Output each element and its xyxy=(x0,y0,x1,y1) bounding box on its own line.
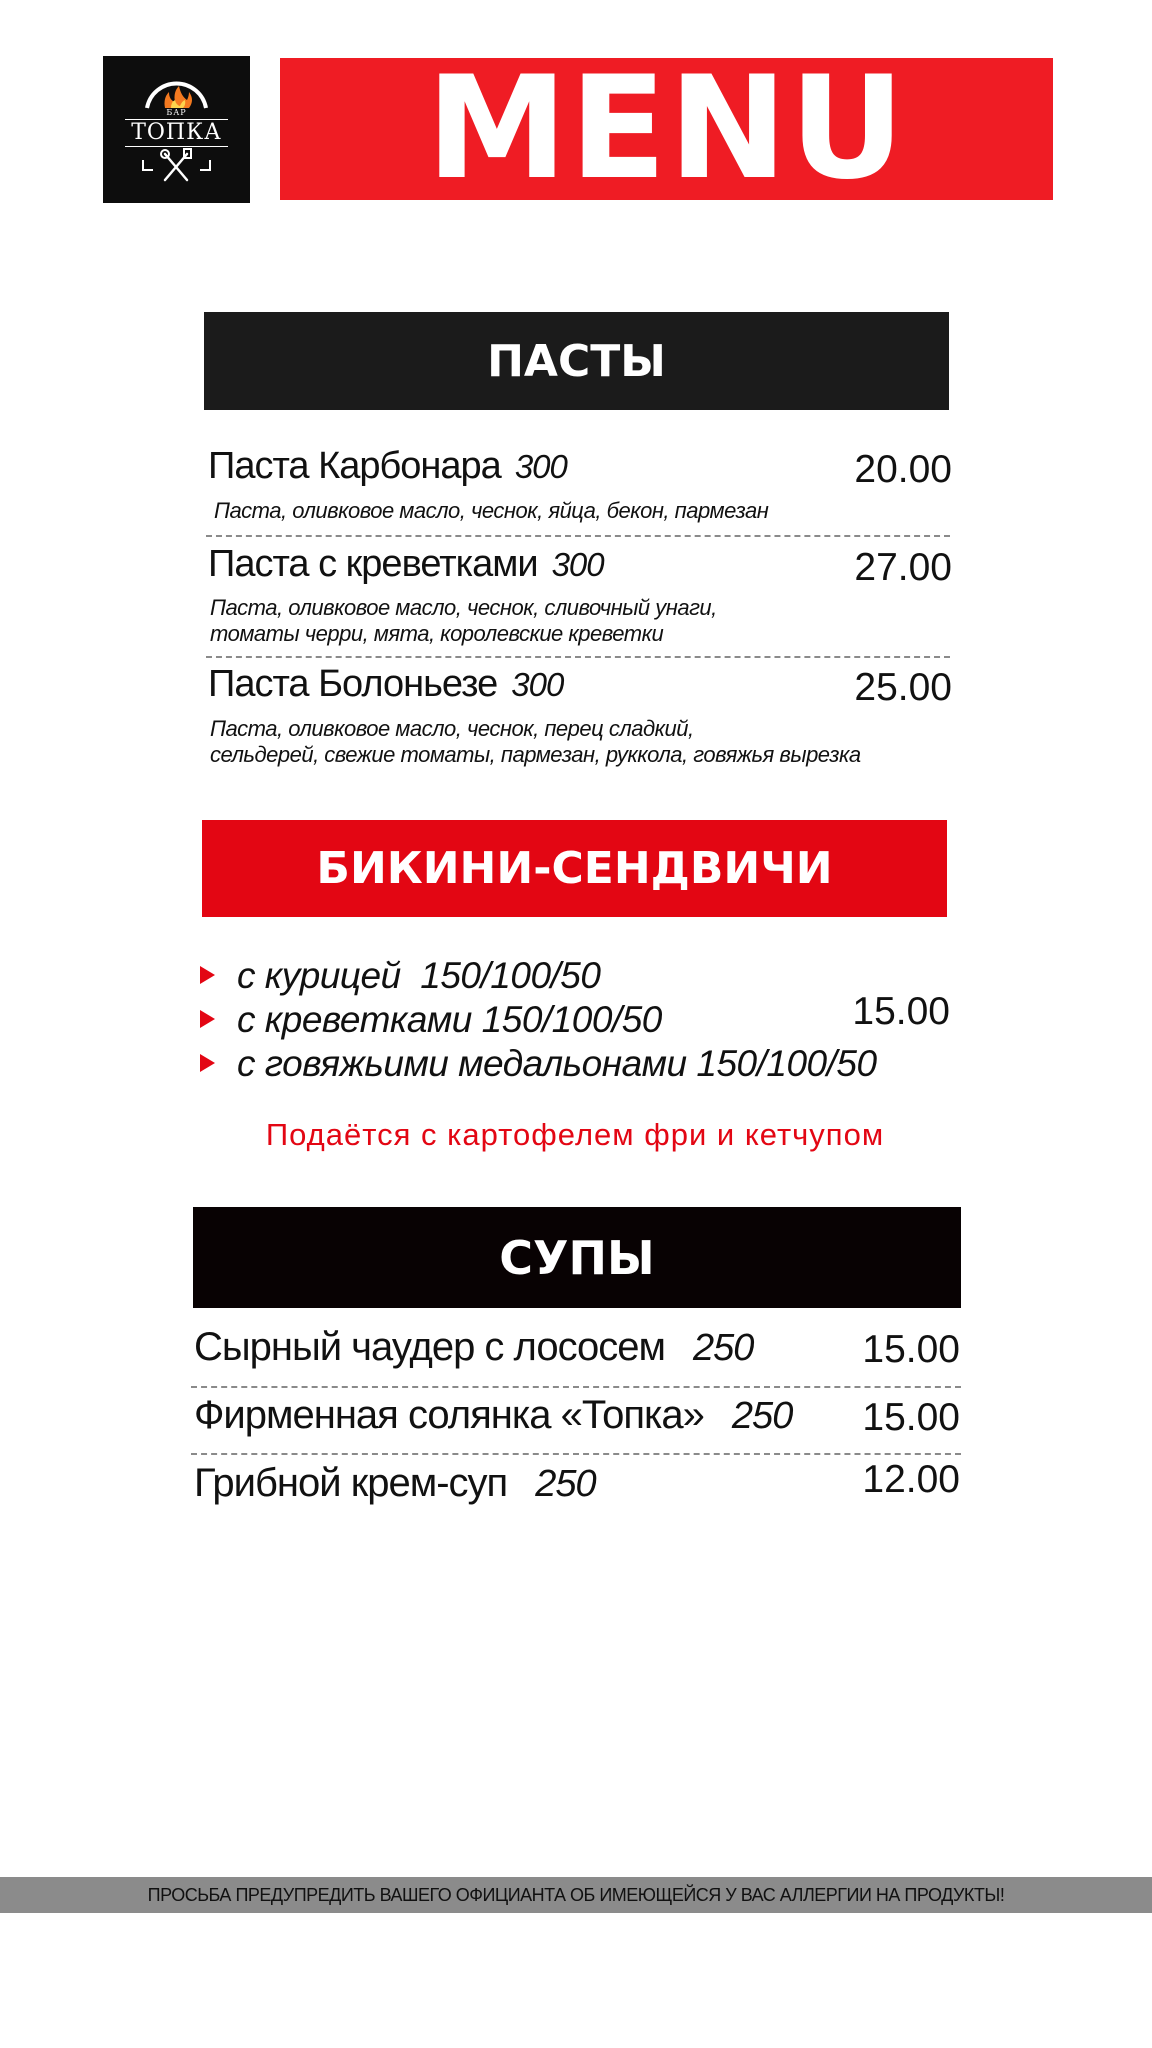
dish-name: Грибной крем-суп xyxy=(194,1461,508,1505)
description-line: Паста, оливковое масло, чеснок, перец сладкий, xyxy=(210,716,694,741)
dish-weight: 250 xyxy=(731,1395,793,1437)
menu-item-price: 15.00 xyxy=(862,1396,960,1439)
dish-weight: 300 xyxy=(511,666,564,703)
logo-bar-label: БАР xyxy=(166,108,187,117)
sandwich-name: с креветками xyxy=(237,999,472,1040)
description-line: Паста, оливковое масло, чеснок, сливочный унаги, xyxy=(210,595,717,620)
section-header-pasta xyxy=(204,312,949,410)
menu-item-price: 25.00 xyxy=(854,666,952,709)
bar-logo xyxy=(103,56,250,203)
menu-title: MENU xyxy=(426,46,907,211)
menu-item-description xyxy=(214,498,768,524)
menu-banner xyxy=(280,46,1053,211)
menu-item-name xyxy=(208,543,604,586)
menu-item-price: 12.00 xyxy=(862,1458,960,1501)
menu-item-name xyxy=(208,663,563,706)
menu-item-name xyxy=(194,1461,596,1506)
menu-item-name xyxy=(194,1325,753,1370)
bullet-arrow-icon xyxy=(200,1010,215,1028)
bikini-item xyxy=(200,955,600,997)
dish-weight: 300 xyxy=(551,546,604,583)
section-title-soups: СУПЫ xyxy=(499,1230,655,1285)
logo-name: ТОПКА xyxy=(125,119,228,147)
menu-item-price: 20.00 xyxy=(854,448,952,491)
sandwich-weight: 150/100/50 xyxy=(696,1043,877,1084)
menu-item-name xyxy=(208,445,567,488)
dish-weight: 250 xyxy=(535,1463,596,1505)
menu-item-name xyxy=(194,1393,792,1438)
sandwich-weight: 150/100/50 xyxy=(420,955,601,996)
dish-weight: 250 xyxy=(693,1327,754,1369)
dish-name: Сырный чаудер с лососем xyxy=(194,1325,666,1369)
section-header-bikini xyxy=(202,820,947,917)
sandwich-name: с говяжьими медальонами xyxy=(237,1043,687,1084)
description-line: томаты черри, мята, королевские креветки xyxy=(210,621,664,646)
sandwich-name: с курицей xyxy=(237,955,401,996)
divider xyxy=(206,656,950,658)
menu-item-description xyxy=(210,595,717,647)
divider xyxy=(191,1386,961,1388)
divider xyxy=(191,1453,961,1455)
bikini-price: 15.00 xyxy=(852,990,950,1033)
section-header-soups xyxy=(193,1207,961,1308)
section-title-pasta: ПАСТЫ xyxy=(487,335,666,387)
divider xyxy=(206,535,950,537)
dish-name: Паста Карбонара xyxy=(208,445,501,487)
section-title-bikini: БИКИНИ-СЕНДВИЧИ xyxy=(316,843,833,894)
serving-note: Подаётся с картофелем фри и кетчупом xyxy=(265,1117,885,1152)
dish-weight: 300 xyxy=(514,448,567,485)
menu-item-price: 27.00 xyxy=(854,546,952,589)
menu-item-price: 15.00 xyxy=(862,1328,960,1371)
allergy-footer xyxy=(0,1877,1152,1913)
description-line: Паста, оливковое масло, чеснок, яйца, бекон, пармезан xyxy=(214,498,769,523)
bikini-item xyxy=(200,1043,877,1085)
allergy-notice: ПРОСЬБА ПРЕДУПРЕДИТЬ ВАШЕГО ОФИЦИАНТА ОБ ИМЕЮЩЕЙСЯ У ВАС АЛЛЕРГИИ НА ПРОДУКТЫ! xyxy=(147,1884,1005,1905)
menu-item-description xyxy=(210,716,861,768)
bikini-item xyxy=(200,999,662,1041)
dish-name: Паста Болоньезе xyxy=(208,663,498,705)
bullet-arrow-icon xyxy=(200,1054,215,1072)
sandwich-weight: 150/100/50 xyxy=(481,999,662,1040)
bullet-arrow-icon xyxy=(200,966,215,984)
dish-name: Паста с креветками xyxy=(208,543,538,585)
dish-name: Фирменная солянка «Топка» xyxy=(194,1393,704,1437)
description-line: сельдерей, свежие томаты, пармезан, руккола, говяжья вырезка xyxy=(210,742,861,767)
